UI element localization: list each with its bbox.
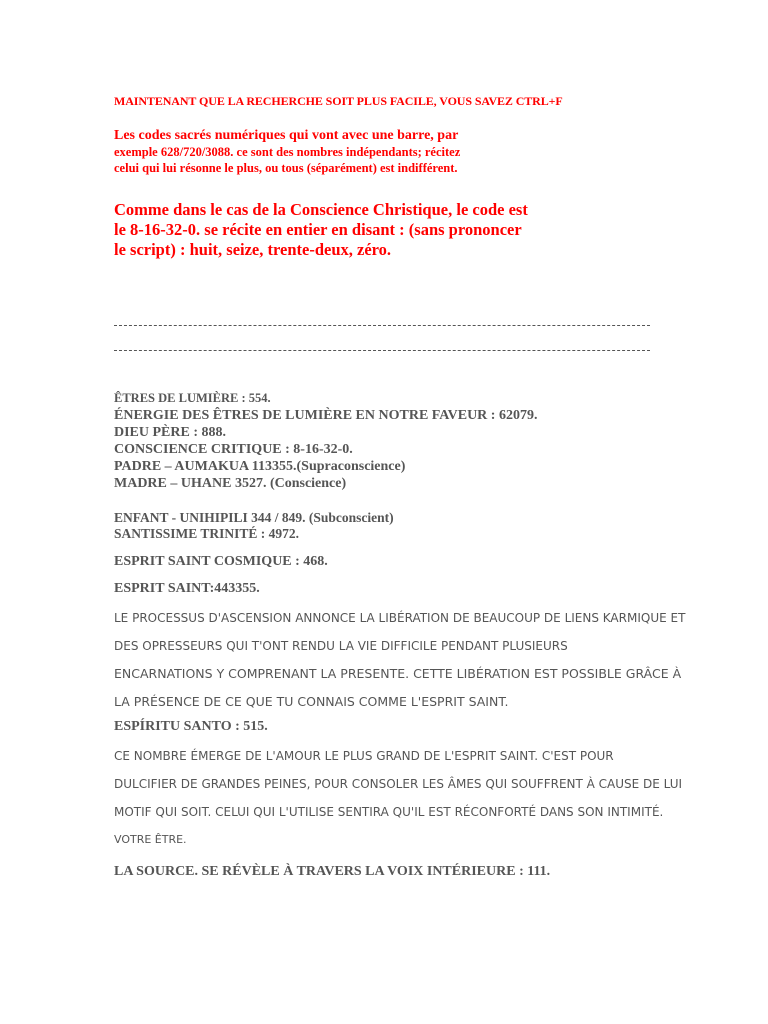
dashed-divider-2 <box>114 350 650 351</box>
ascension-line-1: LE PROCESSUS D'ASCENSION ANNONCE LA LIBÉRATION DE BEAUCOUP DE LIENS KARMIQUE ET <box>114 611 686 625</box>
codes-intro-line-3: celui qui lui résonne le plus, ou tous (séparément) est indifférent. <box>114 161 458 175</box>
code-la-source: LA SOURCE. SE RÉVÈLE À TRAVERS LA VOIX INTÉRIEURE : 111. <box>114 864 551 879</box>
nombre-line-4: VOTRE ÊTRE. <box>114 833 187 846</box>
codes-intro-line-2: exemple 628/720/3088. ce sont des nombres indépendants; récitez <box>114 145 461 159</box>
code-etres-lumiere: ÊTRES DE LUMIÈRE : 554. <box>114 391 271 405</box>
codes-intro-line-1: Les codes sacrés numériques qui vont avec une barre, par <box>114 128 459 143</box>
code-trinite: SANTISSIME TRINITÉ : 4972. <box>114 526 300 541</box>
code-esprit-saint: ESPRIT SAINT:443355. <box>114 581 260 596</box>
search-hint-heading: MAINTENANT QUE LA RECHERCHE SOIT PLUS FACILE, VOUS SAVEZ CTRL+F <box>114 94 563 108</box>
codes-intro-paragraph <box>114 128 634 176</box>
nombre-line-3: MOTIF QUI SOIT. CELUI QUI L'UTILISE SENTIRA QU'IL EST RÉCONFORTÉ DANS SON INTIMITÉ. <box>114 805 664 819</box>
nombre-line-1: CE NOMBRE ÉMERGE DE L'AMOUR LE PLUS GRAND DE L'ESPRIT SAINT. C'EST POUR <box>114 749 614 763</box>
ascension-line-4: LA PRÉSENCE DE CE QUE TU CONNAIS COMME L'ESPRIT SAINT. <box>114 694 509 709</box>
ascension-line-3: ENCARNATIONS Y COMPRENANT LA PRESENTE. CETTE LIBÉRATION EST POSSIBLE GRÂCE À <box>114 666 682 681</box>
code-padre: PADRE – AUMAKUA 113355.(Supraconscience) <box>114 459 406 474</box>
code-enfant: ENFANT - UNIHIPILI 344 / 849. (Subconscient) <box>114 510 394 525</box>
code-espiritu-santo: ESPÍRITU SANTO : 515. <box>114 719 268 734</box>
christ-line-2: le 8-16-32-0. se récite en entier en disant : (sans prononcer <box>114 220 522 239</box>
christ-consciousness-paragraph <box>114 200 674 260</box>
code-madre: MADRE – UHANE 3527. (Conscience) <box>114 476 347 491</box>
ascension-paragraph <box>114 604 685 716</box>
nombre-paragraph <box>114 742 682 854</box>
dashed-divider-1 <box>114 325 650 326</box>
codes-list-block-2 <box>114 510 394 542</box>
code-conscience-critique: CONSCIENCE CRITIQUE : 8-16-32-0. <box>114 442 353 457</box>
codes-list-block-1 <box>114 390 537 492</box>
nombre-line-2: DULCIFIER DE GRANDES PEINES, POUR CONSOLER LES ÂMES QUI SOUFFRENT À CAUSE DE LUI <box>114 777 683 791</box>
code-energie: ÉNERGIE DES ÊTRES DE LUMIÈRE EN NOTRE FAVEUR : 62079. <box>114 408 538 423</box>
ascension-line-2: DES OPRESSEURS QUI T'ONT RENDU LA VIE DIFFICILE PENDANT PLUSIEURS <box>114 639 568 653</box>
code-esprit-saint-cosmique: ESPRIT SAINT COSMIQUE : 468. <box>114 554 328 569</box>
code-dieu-pere: DIEU PÈRE : 888. <box>114 425 227 440</box>
christ-line-3: le script) : huit, seize, trente-deux, zéro. <box>114 240 392 259</box>
christ-line-1: Comme dans le cas de la Conscience Christique, le code est <box>114 200 528 219</box>
